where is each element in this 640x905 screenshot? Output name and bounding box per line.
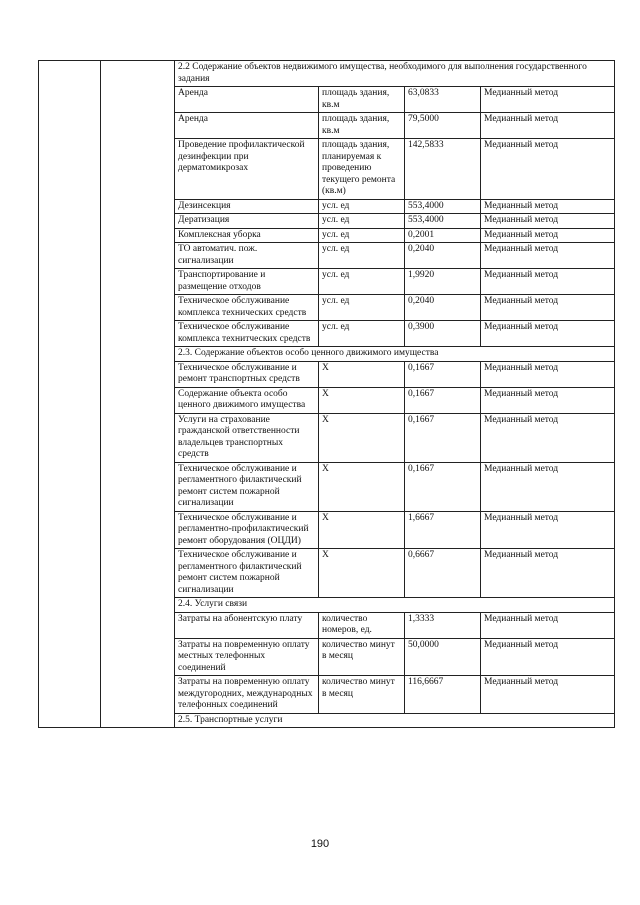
unit-cell: площадь здания, планируемая к проведению текущего ремонта (кв.м) [319,139,405,200]
value-cell: 0,6667 [405,549,481,598]
method-cell: Медианный метод [481,295,615,321]
item-name-cell: Аренда [175,113,319,139]
page-number: 190 [310,838,330,850]
section-row [39,61,615,87]
item-name-cell: Транспортирование и размещение отходов [175,269,319,295]
value-cell: 0,2040 [405,295,481,321]
item-name-cell: Услуги на страхование гражданской ответственности владельцев транспортных средств [175,413,319,462]
method-cell: Медианный метод [481,113,615,139]
item-name-cell: Дезинсекция [175,199,319,214]
value-cell: 79,5000 [405,113,481,139]
method-cell: Медианный метод [481,361,615,387]
blank-column-1 [39,61,101,728]
blank-column-2 [101,61,175,728]
value-cell: 50,0000 [405,638,481,676]
item-name-cell: Содержание объекта особо ценного движимого имущества [175,387,319,413]
value-cell: 0,1667 [405,462,481,511]
method-cell: Медианный метод [481,676,615,714]
unit-cell: усл. ед [319,214,405,229]
unit-cell: усл. ед [319,295,405,321]
section-heading: 2.5. Транспортные услуги [175,713,615,728]
cost-table [38,60,615,728]
item-name-cell: Затраты на абонентскую плату [175,612,319,638]
value-cell: 0,1667 [405,387,481,413]
unit-cell: X [319,387,405,413]
unit-cell: усл. ед [319,199,405,214]
method-cell: Медианный метод [481,549,615,598]
item-name-cell: Техническое обслуживание и регламентного филактический ремонт систем пожарной сигнализации [175,462,319,511]
unit-cell: количество номеров, ед. [319,612,405,638]
method-cell: Медианный метод [481,413,615,462]
value-cell: 0,2001 [405,228,481,243]
unit-cell: площадь здания, кв.м [319,87,405,113]
unit-cell: количество минут в месяц [319,676,405,714]
value-cell: 0,1667 [405,361,481,387]
unit-cell: усл. ед [319,243,405,269]
unit-cell: X [319,413,405,462]
value-cell: 0,3900 [405,321,481,347]
method-cell: Медианный метод [481,511,615,549]
unit-cell: X [319,361,405,387]
value-cell: 0,2040 [405,243,481,269]
unit-cell: усл. ед [319,321,405,347]
value-cell: 1,3333 [405,612,481,638]
item-name-cell: Комплексная уборка [175,228,319,243]
value-cell: 1,9920 [405,269,481,295]
unit-cell: усл. ед [319,228,405,243]
item-name-cell: Затраты на повременную оплату местных телефонных соединений [175,638,319,676]
method-cell: Медианный метод [481,269,615,295]
value-cell: 553,4000 [405,199,481,214]
item-name-cell: ТО автоматич. пож. сигнализации [175,243,319,269]
value-cell: 553,4000 [405,214,481,229]
item-name-cell: Техническое обслуживание комплекса технитческих средств [175,321,319,347]
value-cell: 116,6667 [405,676,481,714]
unit-cell: площадь здания, кв.м [319,113,405,139]
unit-cell: X [319,511,405,549]
unit-cell: X [319,549,405,598]
method-cell: Медианный метод [481,214,615,229]
unit-cell: X [319,462,405,511]
value-cell: 0,1667 [405,413,481,462]
method-cell: Медианный метод [481,462,615,511]
section-heading: 2.4. Услуги связи [175,598,615,613]
method-cell: Медианный метод [481,612,615,638]
method-cell: Медианный метод [481,638,615,676]
item-name-cell: Дератизация [175,214,319,229]
item-name-cell: Аренда [175,87,319,113]
method-cell: Медианный метод [481,228,615,243]
method-cell: Медианный метод [481,387,615,413]
unit-cell: количество минут в месяц [319,638,405,676]
method-cell: Медианный метод [481,87,615,113]
value-cell: 1,6667 [405,511,481,549]
section-heading: 2.3. Содержание объектов особо ценного движимого имущества [175,347,615,362]
value-cell: 63,0833 [405,87,481,113]
item-name-cell: Техническое обслуживание и регламентно-профилактический ремонт оборудования (ОЦДИ) [175,511,319,549]
item-name-cell: Техническое обслуживание и ремонт транспортных средств [175,361,319,387]
method-cell: Медианный метод [481,139,615,200]
item-name-cell: Проведение профилактической дезинфекции при дерматомикрозах [175,139,319,200]
section-heading: 2.2 Содержание объектов недвижимого имущества, необходимого для выполнения государственного задания [175,61,615,87]
unit-cell: усл. ед [319,269,405,295]
method-cell: Медианный метод [481,243,615,269]
item-name-cell: Затраты на повременную оплату междугородних, международных телефонных соединений [175,676,319,714]
item-name-cell: Техническое обслуживание комплекса технических средств [175,295,319,321]
value-cell: 142,5833 [405,139,481,200]
cost-table-body [39,61,615,728]
method-cell: Медианный метод [481,199,615,214]
item-name-cell: Техническое обслуживание и регламентного филактический ремонт систем пожарной сигнализации [175,549,319,598]
method-cell: Медианный метод [481,321,615,347]
